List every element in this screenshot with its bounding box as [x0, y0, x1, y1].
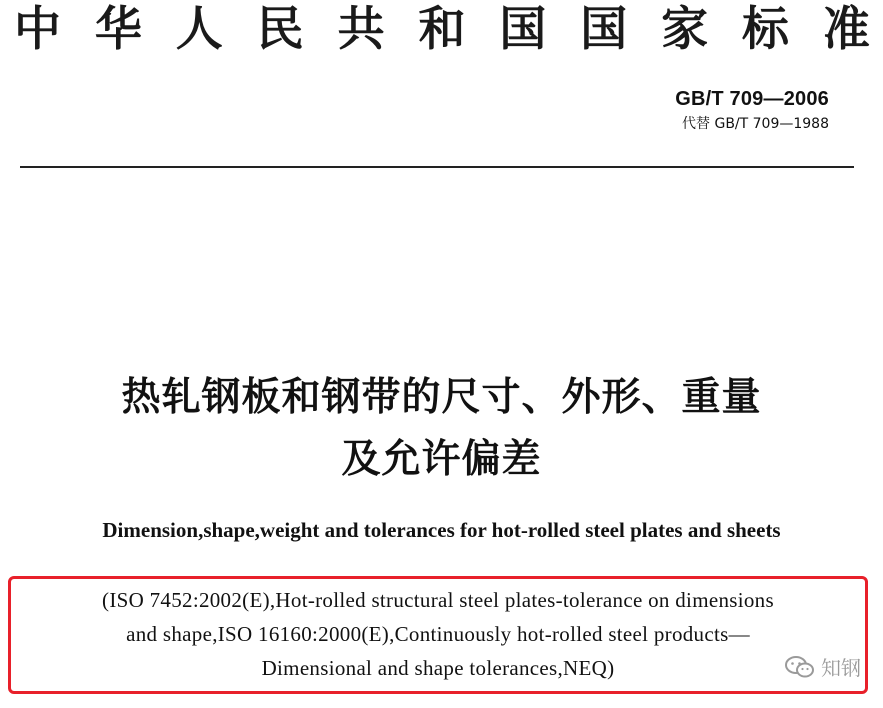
header-char: 华	[94, 2, 142, 57]
header-char: 中	[14, 2, 61, 57]
iso-reference-line1: (ISO 7452:2002(E),Hot-rolled structural steel plates-tolerance on dimensions	[102, 588, 774, 612]
header-char: 国	[499, 2, 547, 57]
title-chinese-line2: 及允许偏差	[341, 437, 542, 482]
national-standard-header	[14, 2, 870, 58]
watermark-text: 知钢	[821, 656, 861, 680]
header-divider	[20, 166, 854, 168]
wechat-icon	[785, 655, 815, 679]
watermark	[785, 652, 861, 681]
standard-number: GB/T 709—2006	[675, 88, 829, 110]
header-char: 民	[256, 2, 304, 57]
replaces-standard: 代替 GB/T 709—1988	[682, 116, 829, 132]
header-char: 标	[742, 2, 790, 57]
header-char: 和	[418, 2, 466, 57]
header-char: 家	[661, 2, 709, 57]
iso-reference-line3: Dimensional and shape tolerances,NEQ)	[261, 656, 615, 680]
title-chinese-line1: 热轧钢板和钢带的尺寸、外形、重量	[121, 375, 762, 420]
header-char: 国	[580, 2, 628, 57]
iso-reference-line2: and shape,ISO 16160:2000(E),Continuously hot-rolled steel products—	[126, 622, 750, 646]
header-char: 准	[822, 2, 870, 57]
title-english: Dimension,shape,weight and tolerances for hot-rolled steel plates and sheets	[102, 518, 781, 542]
header-char: 共	[337, 2, 385, 57]
header-char: 人	[175, 2, 223, 57]
